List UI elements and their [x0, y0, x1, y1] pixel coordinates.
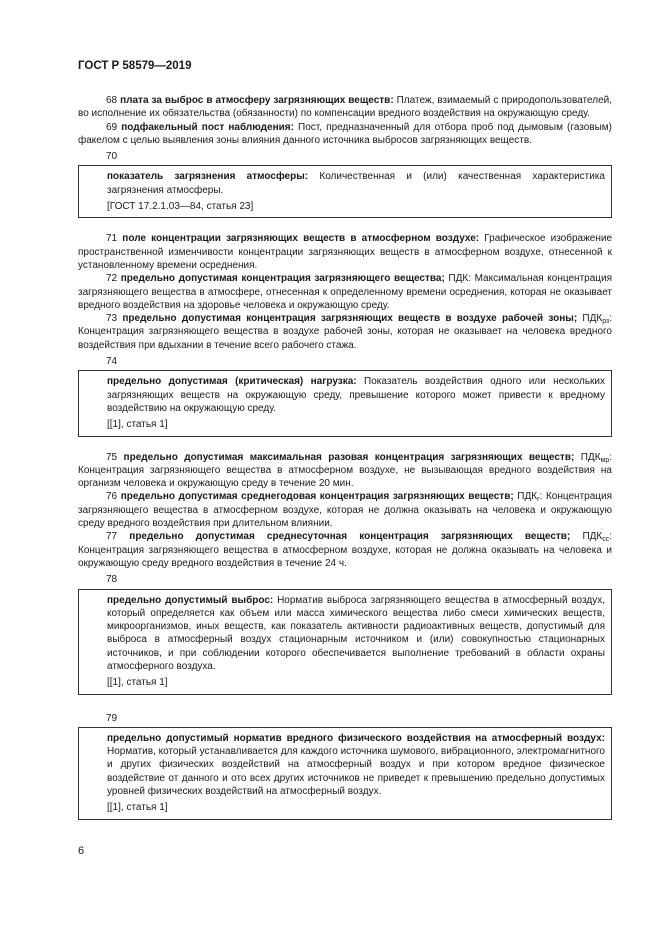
- entry-term: предельно допустимая максимальная разовая концентрация загрязняющих веществ;: [123, 451, 575, 463]
- entry-number: 77: [106, 531, 118, 543]
- entry-abbreviation-subscript: мр: [600, 456, 610, 464]
- entry-definition: : Концентрация загрязняющего вещества в атмосферном воздухе, не вызывающая вредного воздействия на организм человека и окружающую среду в течение 20 мин.: [78, 451, 613, 490]
- entry-definition: : Концентрация загрязняющего вещества в атмосферном воздухе, которая не должна оказывать на человека и окружающую среду вредного воздействия в течение 24 ч.: [78, 531, 613, 569]
- entry-number: 69: [106, 121, 118, 133]
- entry-78-box: [78, 589, 612, 695]
- entry-term: предельно допустимая среднесуточная концентрация загрязняющих веществ;: [129, 531, 571, 543]
- page-number: 6: [78, 845, 85, 857]
- entry-77: [78, 530, 612, 570]
- entry-abbreviation-subscript: г: [537, 496, 540, 504]
- entry-term: показатель загрязнения атмосферы:: [107, 171, 309, 183]
- entry-term: поле концентрации загрязняющих веществ в атмосферном воздухе:: [122, 233, 480, 245]
- entry-definition: : Концентрация загрязняющего вещества в воздухе рабочей зоны, которая не оказывает на человека вредного воздействия при вдыхании в течение всего рабочего стажа.: [78, 313, 613, 351]
- entry-definition: Платеж, взимаемый с природопользователей, во исполнение их обязательства (обязанности) по компенсации вредного воздействия на окружающую среду.: [78, 95, 612, 120]
- entry-term: предельно допустимая (критическая) нагрузка:: [107, 376, 357, 388]
- entry-abbreviation: ПДК: [582, 531, 603, 543]
- entry-abbreviation-subscript: рз: [602, 318, 610, 326]
- entry-number: 76: [106, 491, 118, 503]
- entry-definition: Норматив, который устанавливается для каждого источника шумового, вибрационного, электромагнитного и других физических воздействий на атмосферный воздух и при котором вредное физическое воздействие от данного и ото всех других источников не приведет к превышению предельно допустимых уровней физических воздействий на атмосферный воздух.: [107, 746, 605, 798]
- document-content: [78, 94, 612, 820]
- entry-source: [[1], статья 1]: [107, 419, 168, 431]
- entry-75: [78, 451, 612, 491]
- entry-number: 74: [106, 356, 118, 368]
- standard-header: ГОСТ Р 58579—2019: [78, 60, 192, 72]
- entry-abbreviation: ПДК: [580, 451, 601, 463]
- entry-source: [[1], статья 1]: [107, 677, 168, 689]
- entry-definition: Пост, предназначенный для отбора проб под дымовым (газовым) факелом с целью выявления зоны влияния данного источника выбросов загрязняющих веществ.: [78, 121, 613, 146]
- entry-73: [78, 312, 612, 352]
- entry-number: 78: [106, 574, 118, 586]
- entry-72: [78, 272, 612, 312]
- entry-number: 71: [106, 233, 118, 245]
- entry-number: 68: [106, 95, 118, 106]
- entry-term: предельно допустимая концентрация загрязняющего вещества;: [120, 273, 445, 285]
- entry-70-box: [78, 165, 612, 218]
- entry-number: 73: [106, 313, 118, 325]
- entry-term: предельно допустимый выброс:: [107, 594, 274, 606]
- entry-definition: Количественная и (или) качественная характеристика загрязнения атмосферы.: [107, 171, 605, 196]
- entry-term: плата за выброс в атмосферу загрязняющих веществ:: [120, 95, 394, 106]
- entry-term: предельно допустимый норматив вредного физического воздействия на атмосферный воздух:: [107, 732, 605, 744]
- entry-68: [78, 94, 612, 121]
- entry-source: [ГОСТ 17.2.1.03—84, статья 23]: [107, 201, 254, 213]
- entry-term: подфакельный пост наблюдения:: [121, 121, 294, 133]
- entry-definition: ПДК: Максимальная концентрация загрязняющего вещества в атмосфере, отнесенная к определенному времени осреднения, которая не оказывает вредного воздействия на здоровье человека и окружающую среду.: [78, 273, 612, 311]
- entry-abbreviation: ПДК: [582, 313, 603, 325]
- entry-definition: Норматив выброса загрязняющего вещества в атмосферный воздух, который определяется как объем или масса химического вещества либо смеси химических веществ, микроорганизмов, иных веществ, как показатель активности радиоактивных веществ, допустимый для выброса в атмосферный воздух стационарным источником и (или) совокупностью стационарных источников, и при соблюдении которого обеспечивается выполнение требований в области охраны атмосферного воздуха.: [107, 594, 605, 672]
- entry-74-box: [78, 370, 612, 436]
- entry-69: [78, 121, 612, 148]
- entry-source: [[1], статья 1]: [107, 802, 168, 814]
- entry-definition: Графическое изображение пространственной изменчивости концентрации загрязняющих веществ в атмосферном воздухе, отнесенной к установленному времени осреднения.: [78, 233, 613, 271]
- entry-76: [78, 490, 612, 530]
- entry-71: [78, 232, 612, 272]
- entry-abbreviation: ПДК: [517, 491, 538, 503]
- entry-term: предельно допустимая среднегодовая концентрация загрязняющих веществ;: [120, 491, 514, 503]
- entry-definition: : Концентрация загрязняющего вещества в атмосферном воздухе, которая не должна оказывать на человека и окружающую среду вредного воздействия при длительном влиянии.: [78, 491, 613, 530]
- entry-number: 75: [106, 451, 118, 463]
- entry-number: 70: [106, 151, 118, 163]
- entry-number: 79: [106, 712, 118, 724]
- entry-abbreviation-subscript: сс: [602, 536, 610, 544]
- entry-number: 72: [106, 273, 118, 285]
- entry-definition: Показатель воздействия одного или нескольких загрязняющих веществ на окружающую среду, превышение которого может привести к вредному воздействию на окружающую среду.: [107, 376, 606, 414]
- entry-79-box: [78, 727, 612, 820]
- entry-term: предельно допустимая концентрация загрязняющих веществ в воздухе рабочей зоны;: [122, 313, 578, 325]
